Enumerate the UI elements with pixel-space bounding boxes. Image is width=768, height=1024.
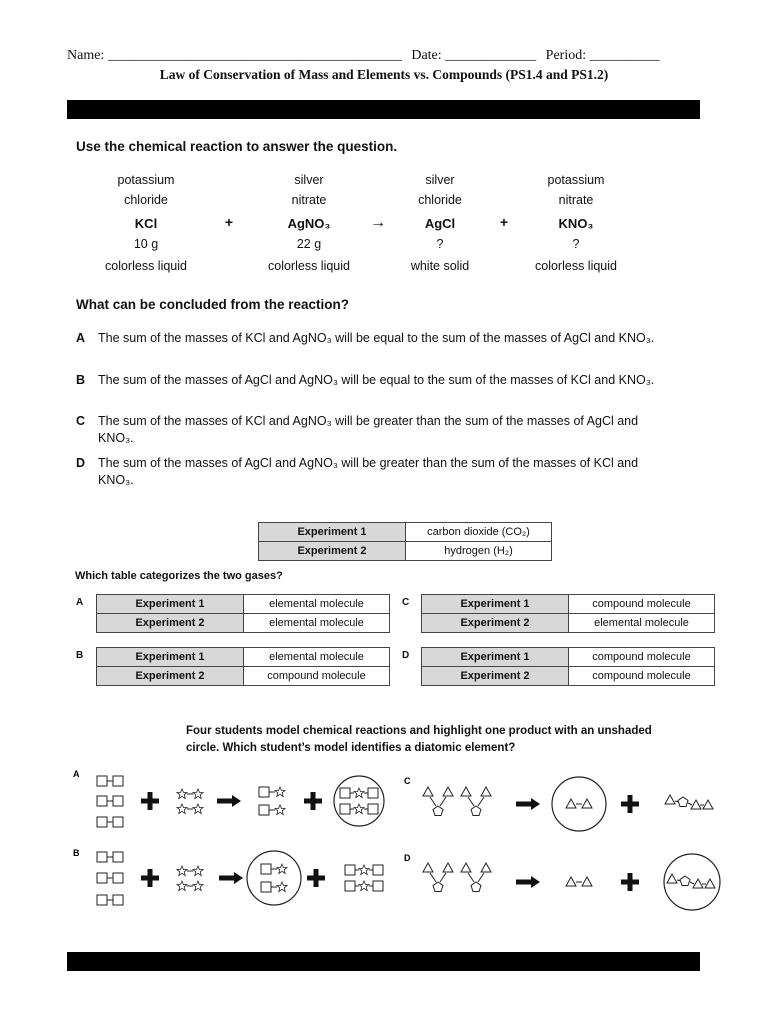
table-cell-label: Experiment 1 [259,523,406,542]
table-cell-value: compound molecule [244,667,390,686]
table-row [422,614,715,633]
name-line [67,48,660,64]
option-letter: B [76,373,86,387]
q2-option-a-table[interactable] [96,594,390,633]
table-row [259,523,552,542]
table-cell-value: compound molecule [569,595,715,614]
q3-option-letter: C [404,776,411,786]
bottom-divider-bar [67,952,700,971]
q3-question-line: Four students model chemical reactions and highlight one product with an unshaded [186,725,652,737]
species-state: colorless liquid [268,259,350,273]
q3-option-letter: A [73,769,80,779]
table-row [259,542,552,561]
name-label: Name: [67,48,105,63]
q2-gas-table [258,522,552,561]
q3-option-letter: B [73,848,80,858]
q2-option-letter: A [76,597,84,608]
table-row [422,595,715,614]
species-name: nitrate [291,193,327,207]
name-blank[interactable]: __________________________________________ [107,48,402,63]
option-text: The sum of the masses of KCl and AgNO₃ will be equal to the sum of the masses of AgCl and KNO₃. [98,331,655,345]
species-mass: 22 g [296,237,322,251]
q3-question-line: circle. Which student’s model identifies a diatomic element? [186,742,516,754]
q2-option-c-table[interactable] [421,594,715,633]
species-mass: ? [436,237,444,251]
species-name: nitrate [558,193,594,207]
table-cell-value: elemental molecule [244,595,390,614]
table-cell-label: Experiment 2 [97,614,244,633]
table-cell-value: hydrogen (H₂) [406,542,552,561]
q2-option-d-table[interactable] [421,647,715,686]
table-row [422,667,715,686]
species-name: silver [425,173,455,187]
plus-sign: + [224,214,234,230]
table-cell-value: elemental molecule [244,648,390,667]
q3-model-a[interactable] [97,776,384,827]
q1-option-d[interactable] [76,455,676,489]
species-name: potassium [547,173,605,187]
q2-option-letter: C [402,597,410,608]
period-blank[interactable]: __________ [589,48,660,63]
table-row [97,595,390,614]
table-cell-label: Experiment 1 [422,595,569,614]
q3-option-letter: D [404,853,411,863]
q1-prompt: Use the chemical reaction to answer the question. [76,139,398,154]
plus-sign: + [499,214,509,230]
q3-model-c[interactable] [423,777,713,831]
table-row [97,614,390,633]
q2-option-letter: B [76,650,84,661]
q3-model-b[interactable] [97,851,383,905]
table-cell-value: elemental molecule [244,614,390,633]
option-letter: A [76,331,86,345]
q2-option-b-table[interactable] [96,647,390,686]
q1-option-a[interactable] [76,330,676,364]
table-cell-value: elemental molecule [569,614,715,633]
q3-question [186,723,652,757]
species-formula: AgCl [424,216,456,231]
table-cell-label: Experiment 2 [422,667,569,686]
date-blank[interactable]: _____________ [445,48,537,63]
species-name: chloride [124,193,168,207]
table-cell-value: compound molecule [569,667,715,686]
table-cell-value: compound molecule [569,648,715,667]
option-text: The sum of the masses of AgCl and AgNO₃ will be equal to the sum of the masses of KCl and KNO₃. [98,373,655,387]
q1-option-c[interactable] [76,413,676,447]
top-divider-bar [67,100,700,119]
q1-question: What can be concluded from the reaction? [76,297,350,312]
option-letter: C [76,414,86,428]
page-title: Law of Conservation of Mass and Elements vs. Compounds (PS1.4 and PS1.2) [159,67,609,82]
table-cell-label: Experiment 1 [422,648,569,667]
reactant-agno3 [249,170,369,276]
species-mass: 10 g [133,237,159,251]
q3-model-d[interactable] [423,854,720,910]
species-state: white solid [410,259,470,273]
table-cell-label: Experiment 2 [422,614,569,633]
q2-question: Which table categorizes the two gases? [75,570,283,582]
table-cell-label: Experiment 1 [97,595,244,614]
species-formula: KNO₃ [558,216,594,231]
option-text: The sum of the masses of AgCl and AgNO₃ will be greater than the sum of the masses of KCl and KNO₃. [98,456,639,487]
table-cell-label: Experiment 2 [97,667,244,686]
option-text: The sum of the masses of KCl and AgNO₃ will be greater than the sum of the masses of AgCl and KNO₃. [98,414,639,445]
table-row [97,648,390,667]
species-mass: ? [572,237,580,251]
species-name: chloride [418,193,462,207]
table-cell-label: Experiment 1 [97,648,244,667]
date-label: Date: [411,48,442,63]
table-cell-label: Experiment 2 [259,542,406,561]
species-name: potassium [117,173,175,187]
product-agcl [380,170,500,276]
option-letter: D [76,456,86,470]
species-name: silver [294,173,324,187]
period-label: Period: [545,48,587,63]
table-row [97,667,390,686]
species-formula: AgNO₃ [287,216,331,231]
species-formula: KCl [134,216,158,231]
reaction-arrow: → [370,214,386,231]
q1-option-b[interactable] [76,372,676,406]
product-kno3 [520,170,632,276]
table-row [422,648,715,667]
species-state: colorless liquid [105,259,187,273]
reactant-kcl [86,170,206,276]
species-state: colorless liquid [535,259,617,273]
table-cell-value: carbon dioxide (CO₂) [406,523,552,542]
q2-option-letter: D [402,650,410,661]
q3-models-figure [0,760,768,945]
